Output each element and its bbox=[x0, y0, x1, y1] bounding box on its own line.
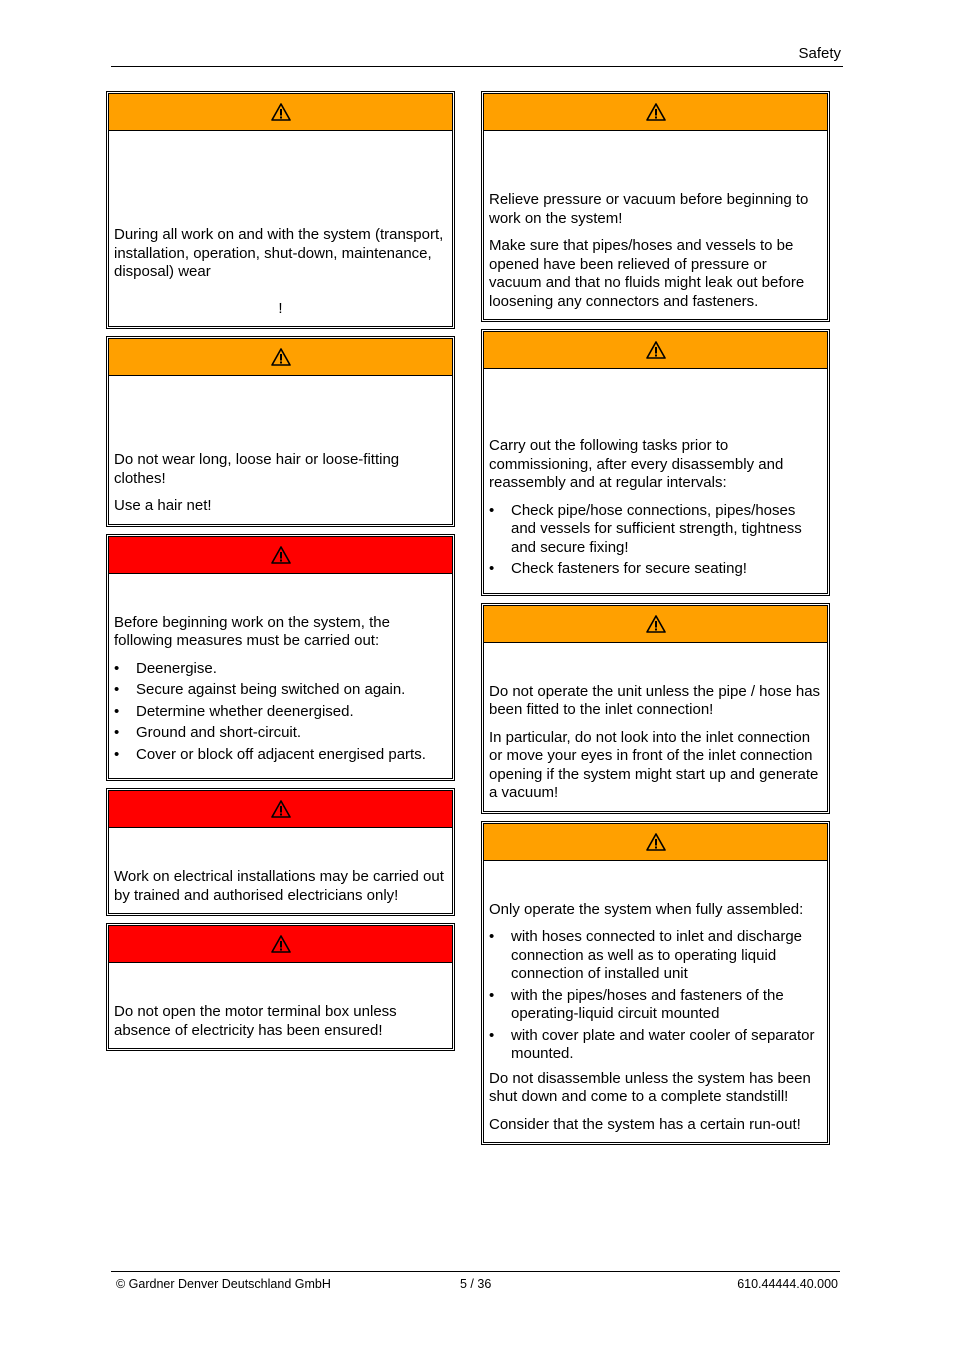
warning-text: Only operate the system when fully assembled: bbox=[489, 900, 804, 918]
warning-triangle-icon bbox=[271, 800, 291, 818]
warning-triangle-icon bbox=[646, 615, 666, 633]
header-rule bbox=[111, 66, 843, 67]
warning-body bbox=[484, 643, 827, 811]
danger-header-bar bbox=[109, 926, 452, 963]
warning-box-frame bbox=[108, 536, 453, 780]
warning-box-frame bbox=[483, 331, 828, 594]
warning-triangle-icon bbox=[646, 341, 666, 359]
warning-text: Do not open the motor terminal box unless absence of electricity has been ensured! bbox=[114, 1003, 397, 1039]
list-item: • with the pipes/hoses and fasteners of the operating-liquid circuit mounted bbox=[511, 987, 822, 1024]
warning-body bbox=[109, 828, 452, 913]
warning-bullet-list bbox=[489, 502, 822, 579]
danger-header-bar bbox=[109, 791, 452, 828]
warning-box bbox=[481, 329, 830, 596]
footer-copyright: © Gardner Denver Deutschland GmbH bbox=[116, 1277, 331, 1291]
page-header-title: Safety bbox=[798, 45, 841, 62]
warning-header-bar bbox=[484, 94, 827, 131]
warning-triangle-icon bbox=[271, 546, 291, 564]
list-item: • with cover plate and water cooler of separator mounted. bbox=[511, 1027, 822, 1064]
warning-box-frame bbox=[108, 338, 453, 525]
list-item: • Cover or block off adjacent energised parts. bbox=[136, 746, 447, 765]
footer-doc-number: 610.44444.40.000 bbox=[737, 1277, 838, 1291]
warning-box bbox=[106, 91, 455, 329]
warning-box-frame bbox=[108, 93, 453, 327]
danger-header-bar bbox=[109, 537, 452, 574]
warning-box bbox=[106, 923, 455, 1051]
warning-text: During all work on and with the system (transport, installation, operation, shut-down, maintenance, disposal) wear bbox=[114, 226, 444, 280]
warning-header-bar bbox=[109, 339, 452, 376]
warning-triangle-icon bbox=[271, 348, 291, 366]
list-item: • Deenergise. bbox=[136, 660, 447, 679]
footer-page-number: 5 / 36 bbox=[460, 1277, 492, 1291]
warning-text: In particular, do not look into the inlet connection or move your eyes in front of the inlet connection opening if the system might start up and generate a vacuum! bbox=[489, 728, 819, 801]
warning-box-frame bbox=[108, 925, 453, 1049]
warning-text-tail: ! bbox=[278, 299, 283, 317]
warning-header-bar bbox=[484, 824, 827, 861]
list-item: • Check pipe/hose connections, pipes/hoses and vessels for sufficient strength, tightness and secure fixing! bbox=[511, 502, 822, 558]
footer-rule bbox=[111, 1271, 840, 1272]
warning-text: Relieve pressure or vacuum before beginning to work on the system! bbox=[489, 191, 809, 227]
warning-triangle-icon bbox=[646, 833, 666, 851]
warning-box bbox=[106, 788, 455, 916]
list-item: • Ground and short-circuit. bbox=[136, 724, 447, 743]
warning-box-frame bbox=[483, 605, 828, 812]
warning-text: Carry out the following tasks prior to commissioning, after every disassembly and reassembly and at regular intervals: bbox=[489, 437, 784, 491]
warning-box bbox=[481, 821, 830, 1146]
warning-triangle-icon bbox=[646, 103, 666, 121]
warning-triangle-icon bbox=[271, 935, 291, 953]
list-item: • Secure against being switched on again. bbox=[136, 681, 447, 700]
warning-box bbox=[106, 534, 455, 782]
warning-box bbox=[106, 336, 455, 527]
warning-text: Before beginning work on the system, the following measures must be carried out: bbox=[114, 613, 390, 649]
warning-bullet-list bbox=[489, 928, 822, 1064]
warning-text: Consider that the system has a certain run-out! bbox=[489, 1115, 801, 1133]
warning-header-bar bbox=[484, 332, 827, 369]
warning-text: Make sure that pipes/hoses and vessels to be opened have been relieved of pressure or vacuum and that no fluids might leak out before loosening any connectors and fasteners. bbox=[489, 237, 805, 310]
warning-header-bar bbox=[484, 606, 827, 643]
warning-bullet-list bbox=[114, 660, 447, 765]
warning-text: Use a hair net! bbox=[114, 497, 212, 514]
list-item: • with hoses connected to inlet and discharge connection as well as to operating liquid connection of installed unit bbox=[511, 928, 822, 984]
warning-body bbox=[109, 131, 452, 326]
warning-box bbox=[481, 603, 830, 814]
warning-body bbox=[484, 369, 827, 593]
warning-box-frame bbox=[483, 823, 828, 1144]
warning-header-bar bbox=[109, 94, 452, 131]
warning-triangle-icon bbox=[271, 103, 291, 121]
warning-box-frame bbox=[483, 93, 828, 320]
warning-box-frame bbox=[108, 790, 453, 914]
warning-body bbox=[109, 376, 452, 524]
warning-body bbox=[109, 963, 452, 1048]
warning-text: Do not operate the unit unless the pipe / hose has been fitted to the inlet connection! bbox=[489, 682, 821, 718]
warning-body bbox=[484, 131, 827, 319]
list-item: • Check fasteners for secure seating! bbox=[511, 560, 822, 579]
warning-body bbox=[484, 861, 827, 1143]
warning-text: Do not wear long, loose hair or loose-fitting clothes! bbox=[114, 451, 400, 487]
warning-text: Do not disassemble unless the system has been shut down and come to a complete standstill! bbox=[489, 1069, 811, 1105]
right-column bbox=[481, 91, 830, 1152]
warning-text: Work on electrical installations may be carried out by trained and authorised electricians only! bbox=[114, 868, 444, 904]
left-column bbox=[106, 91, 455, 1058]
warning-box bbox=[481, 91, 830, 322]
list-item: • Determine whether deenergised. bbox=[136, 703, 447, 722]
warning-body bbox=[109, 574, 452, 779]
